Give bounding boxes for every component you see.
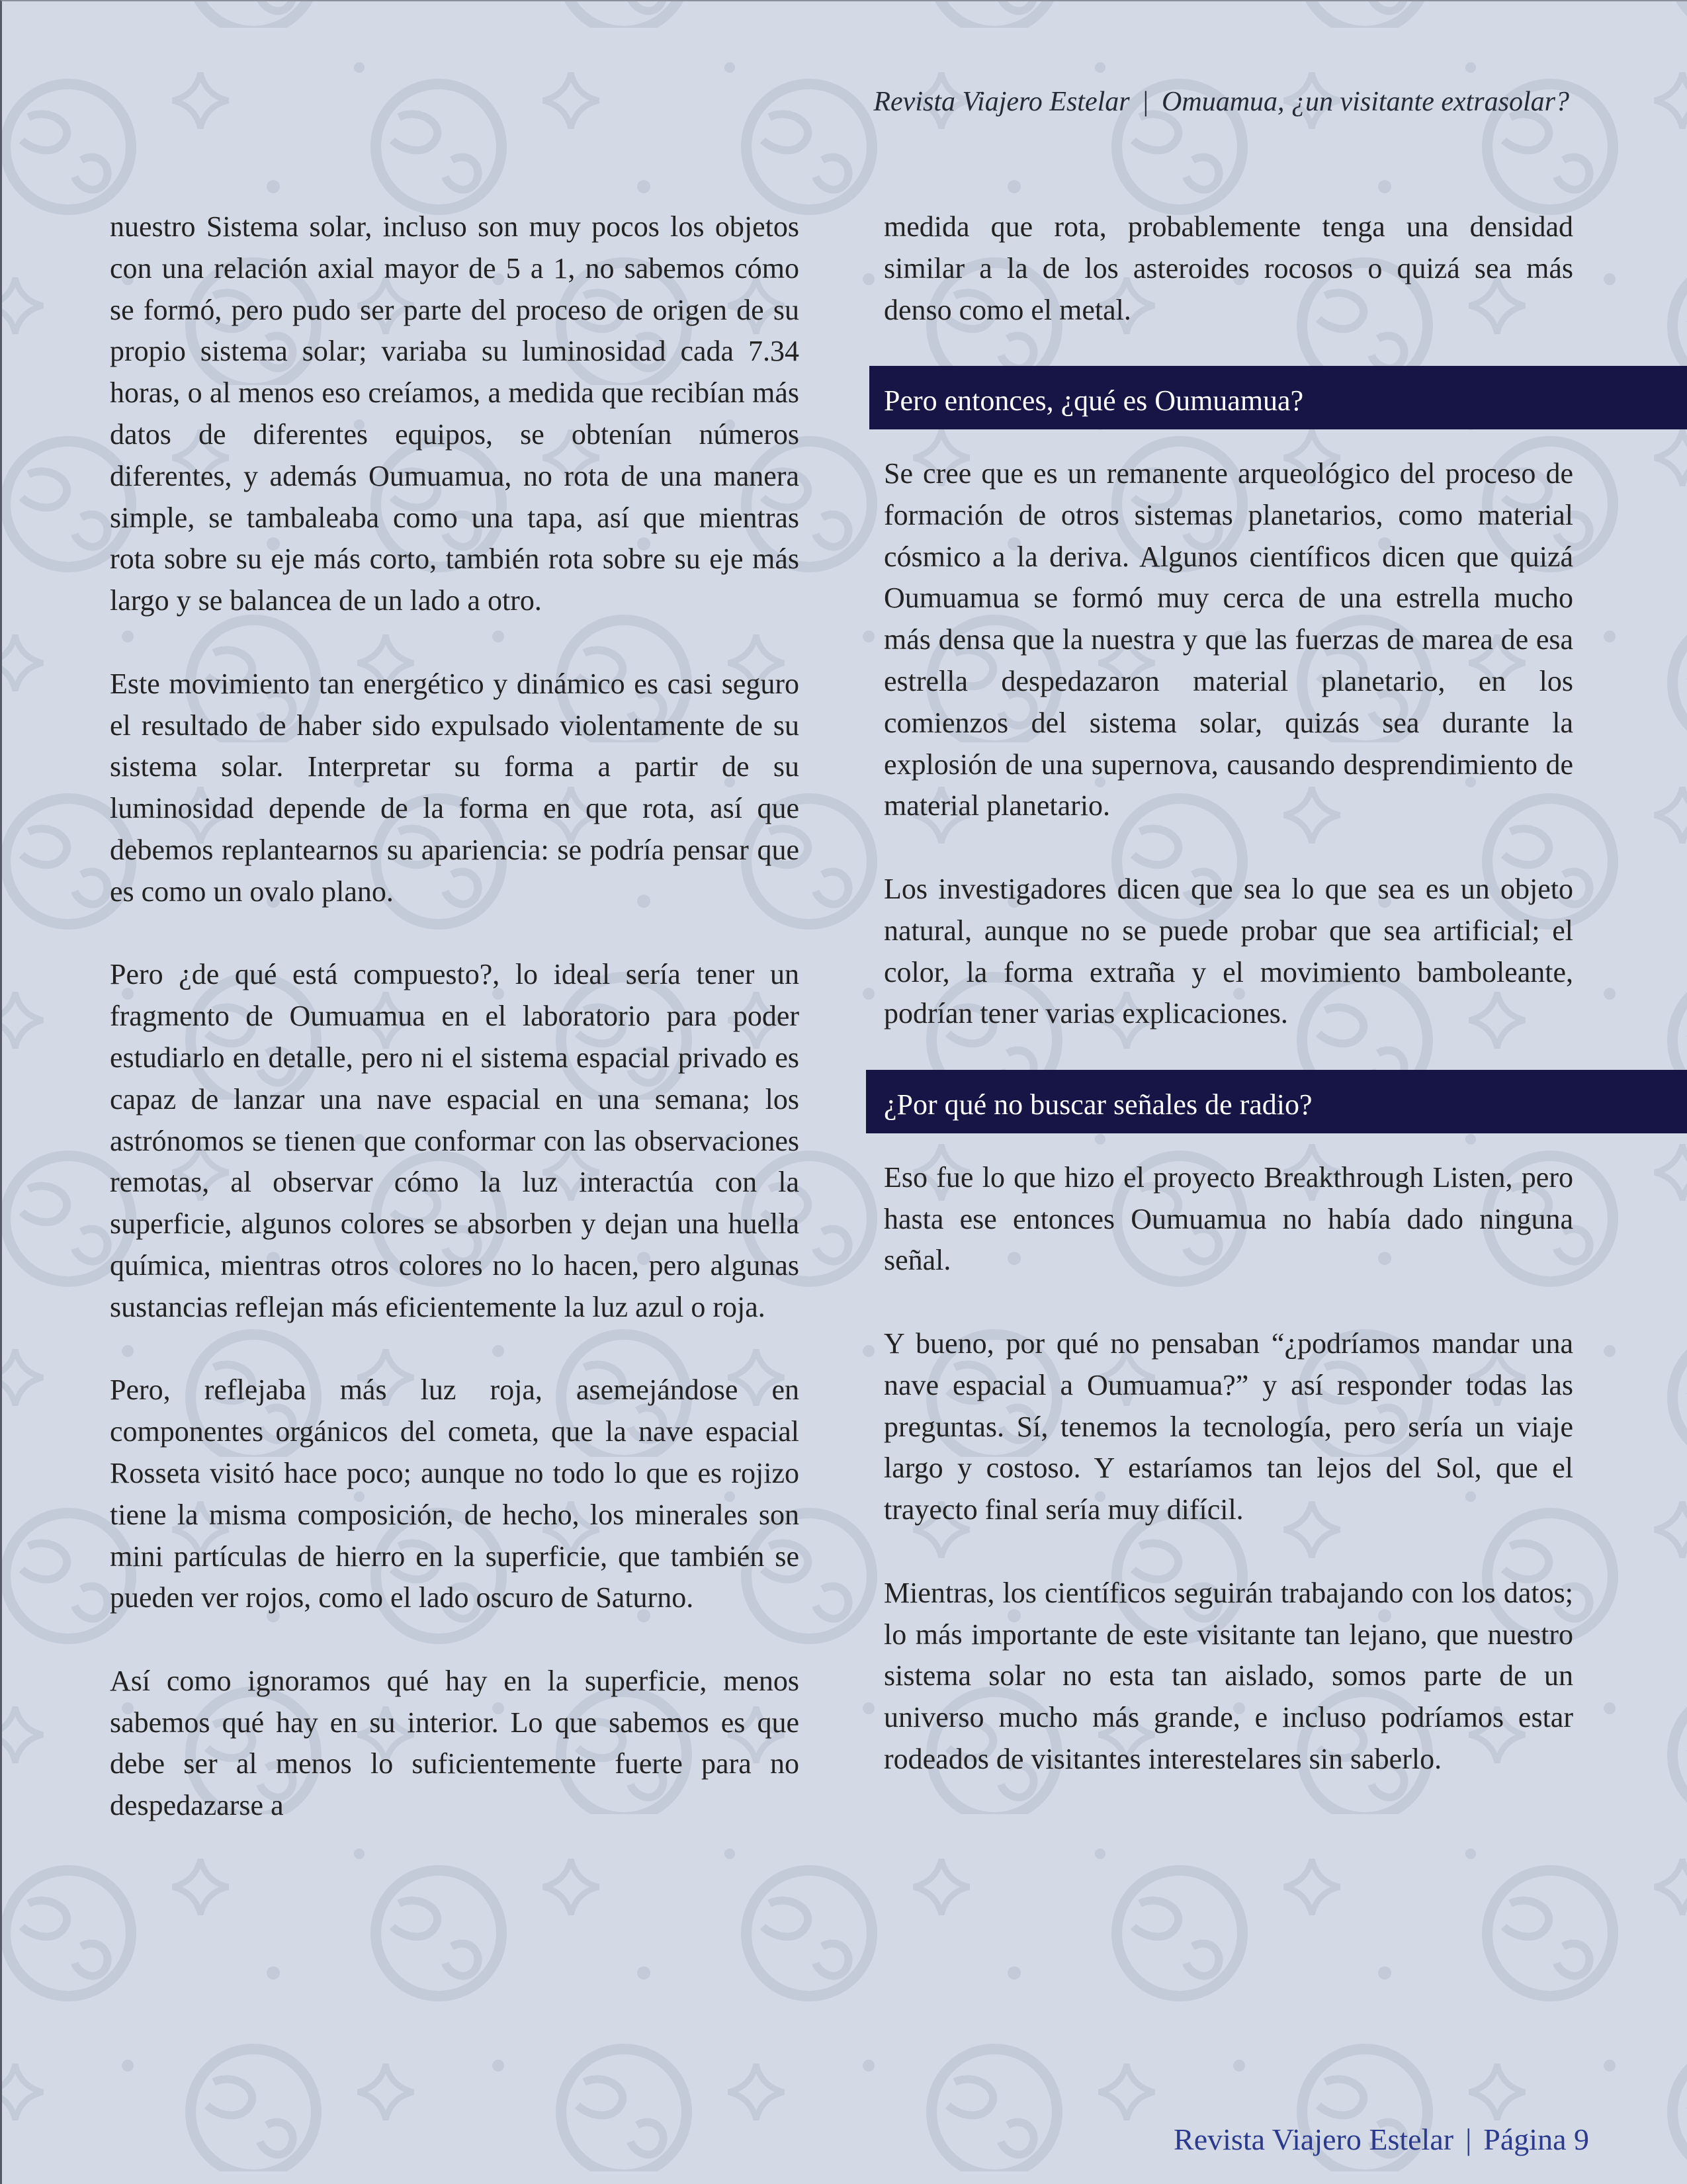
header-article-title: Omuamua, ¿un visitante extrasolar? <box>1162 87 1569 117</box>
body-paragraph: Este movimiento tan energético y dinámico es casi seguro el resultado de haber sido expulsado violentamente de su sistema solar. Interpretar su forma a partir de su luminosidad depende de la forma en que rota, así que debemos replantearnos su apariencia: se podría pensar que es como un ovalo plano. <box>110 667 799 908</box>
page-number: Página 9 <box>1483 2122 1589 2156</box>
footer-magazine-name: Revista Viajero Estelar <box>1174 2122 1454 2156</box>
left-column <box>110 206 799 1827</box>
footer-separator: | <box>1465 2122 1472 2156</box>
section-heading-que-es-oumuamua: Pero entonces, ¿qué es Oumuamua? <box>869 366 1687 429</box>
body-paragraph: medida que rota, probablemente tenga una densidad similar a la de los asteroides rocosos o quizá sea más denso como el metal. <box>884 210 1573 326</box>
header-magazine-name: Revista Viajero Estelar <box>873 87 1130 117</box>
body-paragraph: Y bueno, por qué no pensaban “¿podríamos mandar una nave espacial a Oumuamua?” y así responder todas las preguntas. Sí, tenemos la tecnología, pero sería un viaje largo y costoso. Y estaríamos tan lejos del Sol, que el trayecto final sería muy difícil. <box>884 1327 1573 1526</box>
body-paragraph: Así como ignoramos qué hay en la superficie, menos sabemos qué hay en su interior. Lo que sabemos es que debe ser al menos lo suficientemente fuerte para no despedazarse a <box>110 1664 799 1822</box>
body-paragraph: Pero, reflejaba más luz roja, asemejándose en componentes orgánicos del cometa, que la nave espacial Rosseta visitó hace poco; aunque no todo lo que es rojizo tiene la misma composición, de hecho, los minerales son mini partículas de hierro en la superficie, que también se pueden ver rojos, como el lado oscuro de Saturno. <box>110 1374 799 1614</box>
body-paragraph: Se cree que es un remanente arqueológico del proceso de formación de otros sistemas planetarios, como material cósmico a la deriva. Algunos científicos dicen que quizá Oumuamua se formó muy cerca de una estrella mucho más densa que la nuestra y que las fuerzas de marea de esa estrella despedazaron material planetario, en los comienzos del sistema solar, quizás sea durante la explosión de una supernova, causando desprendimiento de material planetario. <box>884 457 1573 822</box>
right-column <box>884 206 1573 1780</box>
body-paragraph: Mientras, los científicos seguirán trabajando con los datos; lo más importante de este visitante tan lejano, que nuestro sistema solar no esta tan aislado, somos parte de un universo mucho más grande, e incluso podríamos estar rodeados de visitantes interestelares sin saberlo. <box>884 1576 1573 1775</box>
section-heading-senales-de-radio: ¿Por qué no buscar señales de radio? <box>866 1070 1687 1133</box>
page-footer <box>1174 2122 1589 2157</box>
header-separator: | <box>1143 87 1149 117</box>
body-paragraph: Los investigadores dicen que sea lo que sea es un objeto natural, aunque no se puede probar que sea artificial; el color, la forma extraña y el movimiento bamboleante, podrían tener varias explicaciones. <box>884 872 1573 1030</box>
body-paragraph: Eso fue lo que hizo el proyecto Breakthrough Listen, pero hasta ese entonces Oumuamua no había dado ninguna señal. <box>884 1160 1573 1277</box>
running-header <box>873 86 1569 118</box>
body-paragraph: Pero ¿de qué está compuesto?, lo ideal sería tener un fragmento de Oumuamua en el laboratorio para poder estudiarlo en detalle, pero ni el sistema espacial privado es capaz de lanzar una nave espacial en una semana; los astrónomos se tienen que conformar con las observaciones remotas, al observar cómo la luz interactúa con la superficie, algunos colores se absorben y dejan una huella química, mientras otros colores no lo hacen, pero algunas sustancias reflejan más eficientemente la luz azul o roja. <box>110 958 799 1323</box>
body-paragraph: nuestro Sistema solar, incluso son muy pocos los objetos con una relación axial mayor de 5 a 1, no sabemos cómo se formó, pero pudo ser parte del proceso de origen de su propio sistema solar; variaba su luminosidad cada 7.34 horas, o al menos eso creíamos, a medida que recibían más datos de diferentes equipos, se obtenían números diferentes, y además Oumuamua, no rota de una manera simple, se tambaleaba como una tapa, así que mientras rota sobre su eje más corto, también rota sobre su eje más largo y se balancea de un lado a otro. <box>110 210 799 617</box>
